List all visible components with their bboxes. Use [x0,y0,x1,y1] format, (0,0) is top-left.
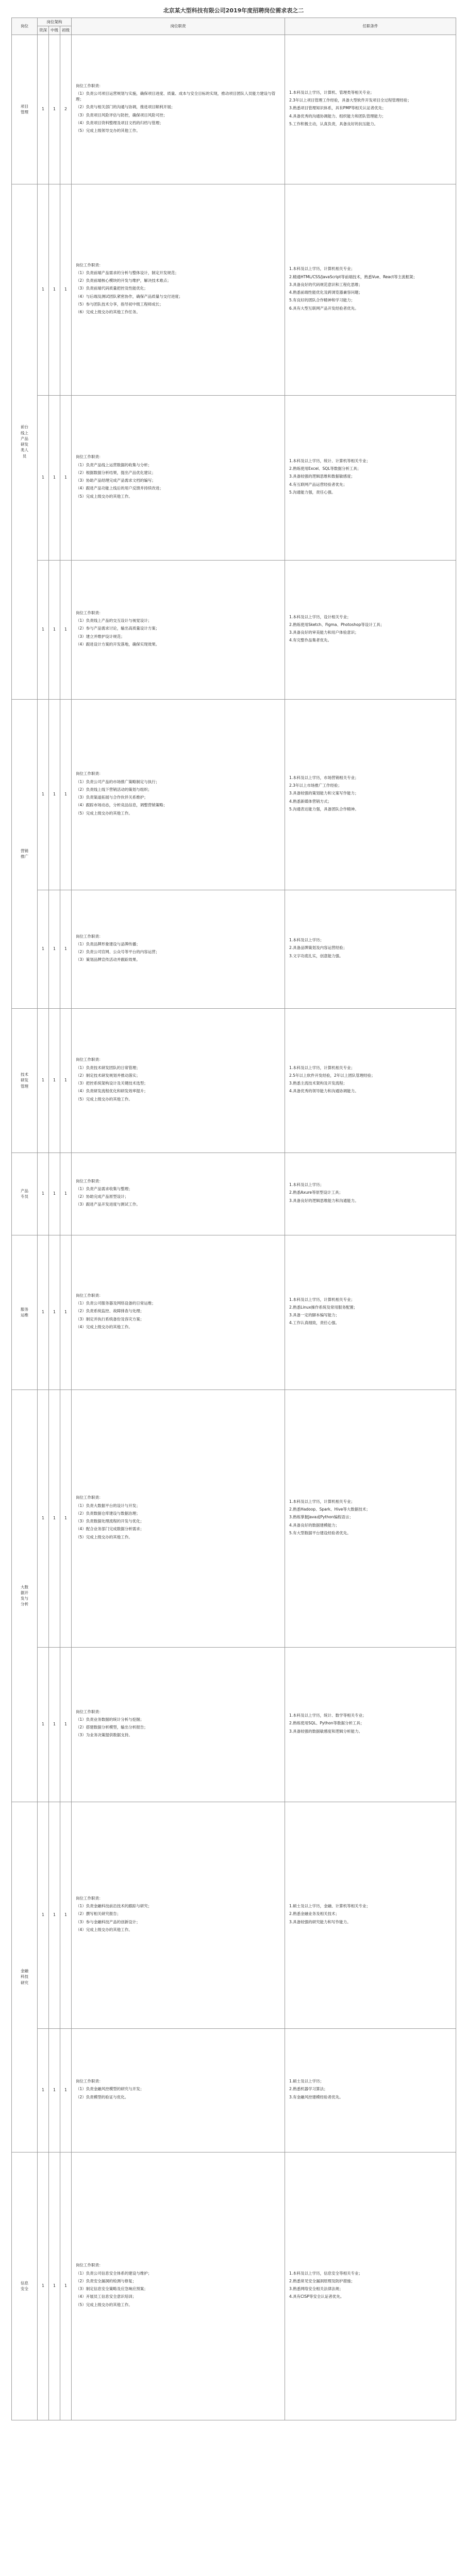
job-requirements-table [11,18,456,2420]
duties-cell [72,890,285,1008]
table-row [12,560,456,699]
document-title: 北京某大型科技有限公司2019年度招聘岗位需求表之二 [163,7,304,14]
duty-line: （5）完成上级交办的其他工作。 [76,2302,132,2307]
requirement-line: 2.熟悉常见安全漏洞原理及防护措施； [289,2278,355,2283]
requirements-cell [285,1802,456,2028]
duty-line: 岗位工作职责： [76,2263,103,2268]
requirements-cell [285,2028,456,2152]
requirement-line: 3.具备一定的脚本编写能力； [289,1313,340,1317]
table-header [12,18,456,35]
requirement-line: 1.本科及以上学历，计算机相关专业； [289,266,355,272]
junior-count-cell: 2 [60,35,72,184]
requirement-line: 3.文字功底扎实，创意能力强。 [289,953,343,958]
duty-line: （1）负责前端产品需求的分析与整体设计，制定开发规范； [76,270,179,275]
duty-line: （2）负责线上线下营销活动的策划与组织； [76,787,152,792]
junior-count-cell: 1 [60,1647,72,1802]
duty-line: （4）跟进设计方案的开发落地，确保实现效果。 [76,641,160,647]
table-row [12,699,456,890]
duty-line: （2）负责与相关部门的沟通与协调，推进项目顺利开展； [76,105,175,110]
duty-line: （3）策划品牌宣传活动并跟踪效果。 [76,957,140,962]
requirement-line: 4.具有CISP等安全认证者优先。 [289,2294,344,2299]
header-row-1 [12,18,456,26]
table-row [12,1153,456,1235]
requirement-line: 5.工作积极主动，认真负责，具备良好的抗压能力。 [289,121,378,126]
requirement-line: 1.本科及以上学历； [289,1182,324,1188]
header-duties: 岗位职责 [72,18,285,35]
requirements-cell [285,560,456,699]
duty-line: （5）完成上级交办的其他工作。 [76,494,132,499]
duty-line: （4）跟踪市场动态，分析竞品信息，调整营销策略； [76,803,168,808]
requirement-line: 2.熟悉金融业务及相关技术； [289,1911,340,1917]
senior-count-cell: 1 [38,2028,49,2152]
duty-line: 岗位工作职责： [76,83,103,88]
duty-line: （1）负责技术研发团队的日常管理； [76,1065,140,1070]
duty-line: 岗位工作职责： [76,454,103,460]
requirement-line: 2.熟悉Hadoop、Spark、Hive等大数据技术； [289,1507,370,1512]
senior-count-cell: 1 [38,699,49,890]
duty-line: （3）制定并执行系统备份及容灾方案； [76,1316,144,1321]
duty-line: 岗位工作职责： [76,934,103,939]
duty-line: （1）负责金融科技前沿技术的跟踪与研究； [76,1904,152,1909]
duty-line: （4）配合业务部门完成数据分析需求； [76,1527,144,1532]
duty-line: （1）负责品牌形象建设与品牌传播； [76,941,140,946]
junior-count-cell: 1 [60,560,72,699]
junior-count-cell: 1 [60,1389,72,1647]
junior-count-cell: 1 [60,1235,72,1389]
table-row [12,184,456,395]
requirement-line: 3.有金融风控建模经验者优先。 [289,2094,343,2099]
duty-line: （2）负责安全漏洞的检测与修复； [76,2278,137,2283]
requirement-line: 5.沟通表达能力强，具备团队合作精神。 [289,806,359,811]
senior-count-cell: 1 [38,1647,49,1802]
requirement-line: 1.本科及以上学历，计算机、管理类等相关专业； [289,90,374,95]
mid-count-cell: 1 [49,1802,60,2028]
table-row [12,395,456,560]
mid-count-cell: 1 [49,1008,60,1153]
duties-cell [72,1647,285,1802]
duty-line: （2）撰写相关研究报告； [76,1911,121,1917]
duty-line: （5）完成上级领导交办的其他工作。 [76,128,140,133]
junior-count-cell: 1 [60,2152,72,2420]
requirements-cell [285,1008,456,1153]
requirement-line: 2.熟练使用SQL、Python等数据分析工具； [289,1721,364,1726]
requirements-cell [285,184,456,395]
senior-count-cell: 1 [38,35,49,184]
senior-count-cell: 1 [38,2152,49,2420]
senior-count-cell: 1 [38,1153,49,1235]
duty-line: （5）完成上级交办的其他工作。 [76,1096,132,1101]
requirement-line: 4.有完整作品集者优先。 [289,638,332,643]
duty-line: 岗位工作职责： [76,1495,103,1500]
requirement-line: 4.熟悉新媒体营销方式； [289,799,332,804]
duties-cell [72,35,285,184]
duty-line: 岗位工作职责： [76,771,103,776]
requirements-cell [285,1235,456,1389]
job-category-cell: 产品 专员 [12,1153,38,1235]
requirement-line: 2.熟悉Axure等原型设计工具； [289,1190,343,1195]
duty-line: （1）负责业务数据的统计分析与挖掘； [76,1717,144,1722]
requirement-line: 1.硕士及以上学历，金融、计算机等相关专业； [289,1904,371,1909]
table-row [12,890,456,1008]
duty-line: （2）搭建数据分析模型，输出分析报告； [76,1725,148,1730]
junior-count-cell: 1 [60,184,72,395]
duty-line: （1）负责公司产品的市场推广策略制定与执行； [76,779,160,784]
table-row [12,2028,456,2152]
junior-count-cell: 1 [60,699,72,890]
requirement-line: 3.具备良好的审美能力和用户体验意识； [289,630,359,635]
duty-line: 岗位工作职责： [76,262,103,267]
requirements-cell [285,2152,456,2420]
duty-line: （2）制定技术研发规划并推动落实； [76,1073,140,1078]
mid-count-cell: 1 [49,2028,60,2152]
requirement-line: 6.具有大型互联网产品开发经验者优先。 [289,306,359,311]
requirement-line: 3.具备较强的研究能力和写作能力。 [289,1919,351,1924]
requirement-line: 2.精通HTML/CSS/JavaScript等前端技术，熟悉Vue、React等主流框架； [289,274,418,279]
senior-count-cell: 1 [38,1008,49,1153]
duties-cell [72,184,285,395]
requirements-cell [285,890,456,1008]
duty-line: （2）负责前端核心模块的开发与维护，解决技术难点； [76,278,171,283]
requirement-line: 2.3年以上市场推广工作经验； [289,783,342,788]
requirement-line: 3.具备较强的逻辑思维和数据敏感度； [289,474,355,479]
duty-line: （4）与后端及测试团队紧密协作，确保产品质量与交付进度； [76,294,183,299]
table-row [12,1647,456,1802]
requirement-line: 1.硕士及以上学历； [289,2079,324,2084]
requirements-cell [285,1389,456,1647]
header-senior: 资深 [38,26,49,35]
requirements-cell [285,699,456,890]
junior-count-cell: 1 [60,1802,72,2028]
requirement-line: 2.熟练使用Excel、SQL等数据分析工具； [289,466,361,471]
table-row [12,1389,456,1647]
junior-count-cell: 1 [60,2028,72,2152]
job-category-cell: 技术 研发 管理 [12,1008,38,1153]
duty-line: （4）开展员工信息安全意识培训； [76,2294,137,2299]
duty-line: （5）完成上级交办的其他工作。 [76,1534,132,1539]
requirement-line: 3.熟悉项目管理知识体系，具有PMP等相关认证者优先； [289,106,386,111]
table-body [12,35,456,2420]
requirement-line: 3.具备较强的策划能力和文案写作能力； [289,791,359,796]
duty-line: 岗位工作职责： [76,2079,103,2084]
header-count-group: 岗位架构 [38,18,72,26]
duty-line: （3）协助产品经理完成产品需求文档的编写； [76,478,156,483]
table-row [12,1235,456,1389]
requirement-line: 1.本科及以上学历，市场营销相关专业； [289,775,359,780]
requirement-line: 3.具备较强的数据敏感度和逻辑分析能力。 [289,1728,363,1734]
job-category-cell: 信息 安全 [12,2152,38,2420]
duties-cell [72,560,285,699]
requirement-line: 4.具备优秀的沟通协调能力、组织能力和团队管理能力； [289,113,386,118]
job-category-cell: 营销 推广 [12,699,38,1008]
requirement-line: 1.本科及以上学历，计算机相关专业； [289,1499,355,1504]
requirement-line: 2.熟悉Linux操作系统及常用服务配置； [289,1304,358,1310]
duty-line: （3）跟进产品开发进度与测试工作。 [76,1202,140,1207]
requirement-line: 2.熟练使用Sketch、Figma、Photoshop等设计工具； [289,622,385,627]
duty-line: 岗位工作职责： [76,1895,103,1901]
duty-line: （2）协助完成产品原型设计； [76,1194,129,1199]
senior-count-cell: 1 [38,890,49,1008]
job-category-cell: 前台 线上 产品 研发 类人 员 [12,184,38,699]
requirement-line: 1.本科及以上学历，设计相关专业； [289,614,351,619]
duty-line: （3）负责渠道拓展与合作伙伴关系维护； [76,795,148,800]
mid-count-cell: 1 [49,1389,60,1647]
header-category: 岗位 [12,18,38,35]
table-row [12,1008,456,1153]
duty-line: （1）负责大数据平台的设计与开发； [76,1503,140,1508]
requirement-line: 1.本科及以上学历； [289,938,324,943]
job-category-cell: 服务 运维 [12,1235,38,1389]
duty-line: （1）负责公司信息安全体系的建设与维护； [76,2270,152,2276]
duty-line: （3）负责数据处理流程的开发与优化； [76,1519,144,1523]
duty-line: （6）完成上级交办的其他工作任务。 [76,310,140,315]
requirement-line: 1.本科及以上学历，计算机相关专业； [289,1297,355,1302]
mid-count-cell: 1 [49,1153,60,1235]
duty-line: （2）负责模型的验证与优化。 [76,2094,129,2099]
duties-cell [72,2028,285,2152]
duties-cell [72,1389,285,1647]
requirement-line: 4.具备良好的数据建模能力； [289,1522,340,1528]
requirement-line: 4.工作认真细致，责任心强。 [289,1320,340,1326]
mid-count-cell: 1 [49,2152,60,2420]
duty-line: （1）负责产品需求收集与整理； [76,1186,132,1191]
duty-line: （1）负责产品线上运营数据的收集与分析； [76,462,152,467]
requirements-cell [285,1153,456,1235]
requirement-line: 3.具备良好的逻辑思维能力和沟通能力。 [289,1198,359,1203]
duty-line: （2）负责公司官网、公众号等平台的内容运营； [76,950,160,954]
duty-line: （1）负责金融风控模型的研究与开发； [76,2087,144,2092]
requirements-cell [285,395,456,560]
requirement-line: 3.熟悉网络安全相关法律法规； [289,2286,343,2291]
duty-line: （1）负责公司服务器及网络设备的日常运维； [76,1301,156,1306]
junior-count-cell: 1 [60,395,72,560]
duties-cell [72,1802,285,2028]
requirement-line: 3.具备良好的代码规范意识和工程化思维； [289,282,363,287]
duties-cell [72,1235,285,1389]
mid-count-cell: 1 [49,395,60,560]
duty-line: 岗位工作职责： [76,610,103,615]
duty-line: （4）负责项目资料整理及项目文档的归档与管理； [76,120,163,125]
duty-line: （2）根据数据分析结果，提出产品优化建议； [76,470,156,475]
requirements-cell [285,1647,456,1802]
requirement-line: 5.沟通能力强，责任心强。 [289,489,336,495]
table-row [12,35,456,184]
duty-line: （3）制定信息安全策略及应急响应预案； [76,2286,148,2291]
mid-count-cell: 1 [49,560,60,699]
duty-line: （4）完成上级交办的其他工作。 [76,1927,132,1932]
senior-count-cell: 1 [38,184,49,395]
duty-line: 岗位工作职责： [76,1709,103,1714]
mid-count-cell: 1 [49,184,60,395]
duties-cell [72,1153,285,1235]
mid-count-cell: 1 [49,1235,60,1389]
senior-count-cell: 1 [38,1389,49,1647]
table-row [12,2152,456,2420]
junior-count-cell: 1 [60,1008,72,1153]
requirement-line: 3.熟悉主流技术架构及开发流程； [289,1081,347,1086]
requirement-line: 4.具备优秀的领导能力和沟通协调能力。 [289,1089,359,1094]
duty-line: （4）跟进产品功能上线后的用户反馈并持续改进； [76,486,163,491]
requirements-cell [285,35,456,184]
mid-count-cell: 1 [49,890,60,1008]
duty-line: 岗位工作职责： [76,1057,103,1062]
duty-line: （3）为业务决策提供数据支持。 [76,1733,132,1738]
duty-line: （5）完成上级交办的其他工作。 [76,810,132,816]
job-category-cell: 金融 科技 研究 [12,1802,38,2152]
requirement-line: 1.本科及以上学历，信息安全等相关专业； [289,2270,363,2276]
requirement-line: 1.本科及以上学历，统计、数学等相关专业； [289,1713,366,1718]
duty-line: （3）把控系统架构设计及关键技术选型； [76,1081,148,1086]
duties-cell [72,1008,285,1153]
requirement-line: 2.具备品牌策划及内容运营经验； [289,945,347,951]
table-row [12,1802,456,2028]
duty-line: （3）负责项目风险评估与防控，确保项目风险可控； [76,112,168,117]
header-junior: 初级 [60,26,72,35]
senior-count-cell: 1 [38,1235,49,1389]
duty-line: （1）负责公司项目运营规划与实施，确保项目进度、质量、成本与安全目标的实现，推动项目团队人员能力建设与管理； [76,91,276,102]
senior-count-cell: 1 [38,1802,49,2028]
duty-line: （2）负责数据仓库建设与数据治理； [76,1511,140,1516]
duties-cell [72,2152,285,2420]
duty-line: （3）负责前端代码质量把控及性能优化； [76,286,148,291]
duties-cell [72,699,285,890]
header-requirements: 任职条件 [285,18,456,35]
duty-line: （5）参与团队技术分享，指导初中级工程师成长； [76,301,163,307]
requirement-line: 2.熟悉机器学习算法； [289,2087,328,2092]
requirement-line: 4.有互联网产品运营经验者优先； [289,482,347,487]
duty-line: （2）负责系统监控、故障排查与处理； [76,1309,144,1314]
duty-line: 岗位工作职责： [76,1178,103,1183]
duty-line: （4）负责研发流程优化和研发效率提升； [76,1089,148,1094]
requirement-line: 3.熟练掌握Java或Python编程语言； [289,1515,354,1520]
mid-count-cell: 1 [49,35,60,184]
duty-line: （2）参与产品需求讨论，输出高质量设计方案； [76,626,160,631]
duty-line: （1）负责线上产品的交互设计与视觉设计； [76,618,152,623]
requirement-line: 5.有大型数据平台建设经验者优先。 [289,1530,351,1535]
duties-cell [72,395,285,560]
duty-line: （4）完成上级交办的其他工作。 [76,1324,132,1329]
duty-line: （3）建立并维护设计规范； [76,634,125,639]
junior-count-cell: 1 [60,1153,72,1235]
job-category-cell: 大数 据开 发与 分析 [12,1389,38,1802]
requirement-line: 1.本科及以上学历，计算机相关专业； [289,1065,355,1070]
mid-count-cell: 1 [49,699,60,890]
senior-count-cell: 1 [38,560,49,699]
requirement-line: 4.熟悉前端性能优化及跨浏览器兼容问题； [289,290,363,295]
duty-line: 岗位工作职责： [76,1293,103,1298]
duty-line: （3）参与金融科技产品的创新设计； [76,1919,140,1924]
junior-count-cell: 1 [60,890,72,1008]
requirement-line: 5.有良好的团队合作精神和学习能力； [289,298,355,303]
requirement-line: 2.3年以上项目管理工作经验，具备大型软件开发项目全过程管理经验； [289,98,411,103]
requirement-line: 1.本科及以上学历，统计、计算机等相关专业； [289,458,371,463]
senior-count-cell: 1 [38,395,49,560]
mid-count-cell: 1 [49,1647,60,1802]
header-mid: 中级 [49,26,60,35]
requirement-line: 2.5年以上软件开发经验，2年以上团队管理经验； [289,1073,375,1078]
job-category-cell: 项目 管理 [12,35,38,184]
